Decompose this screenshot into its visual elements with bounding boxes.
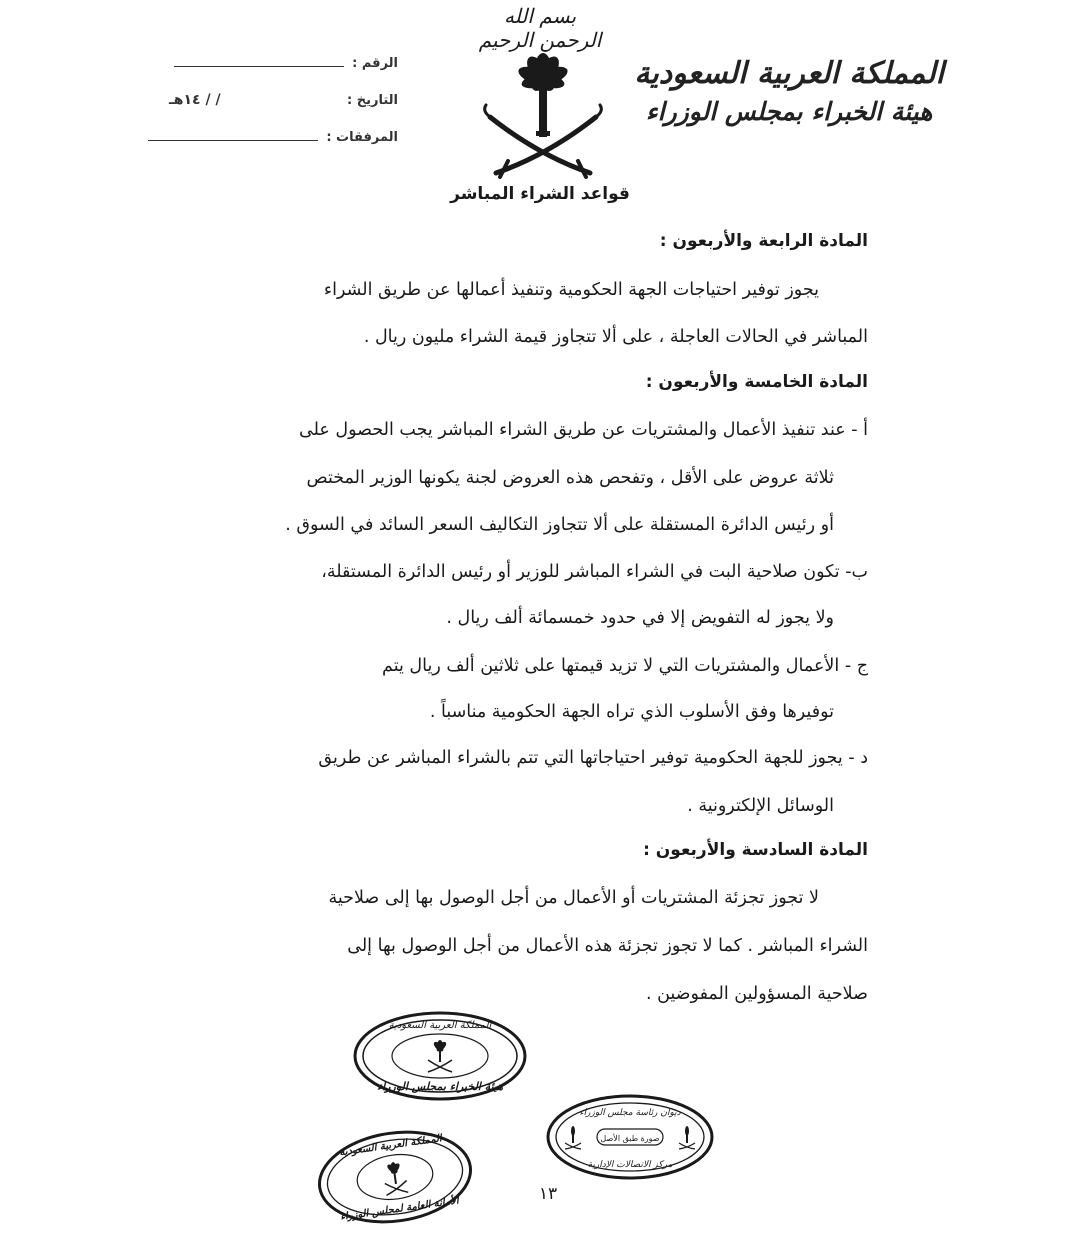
page-number: ١٣ [538,1184,558,1204]
seal-2-bottom-text: مركز الاتصالات الإدارية [587,1160,673,1170]
document-title: قواعد الشراء المباشر [450,184,630,204]
article-44-heading: المادة الرابعة والأربعون : [659,231,868,251]
article-44-line-2: المباشر في الحالات العاجلة ، على ألا تتجاوز قيمة الشراء مليون ريال . [363,327,868,347]
date-label: التاريخ : [347,93,398,108]
seal-3-top-text: المملكة العربية السعودية [338,1133,443,1159]
article-46-line-2: الشراء المباشر . كما لا تجوز تجزئة هذه الأعمال من أجل الوصول بها إلى [347,936,868,956]
date-template: / / ١٤هـ [169,92,221,108]
date-field [169,92,398,108]
article-45-item-a-line-2: ثلاثة عروض على الأقل ، وتفحص هذه العروض لجنة يكونها الوزير المختص [306,468,834,488]
attachments-line [148,139,318,141]
reference-line [174,65,344,67]
reference-field [174,56,398,71]
article-45-item-d-line-2: الوسائل الإلكترونية . [687,796,834,816]
letter-meta [148,52,398,152]
article-44-line-1: يجوز توفير احتياجات الجهة الحكومية وتنفيذ أعمالها عن طريق الشراء [323,280,819,300]
seal-3-bottom-text: الأمانة العامة لمجلس الوزراء [339,1195,460,1223]
attachments-label: المرفقات : [326,130,398,145]
reference-label: الرقم : [352,56,398,71]
article-45-item-b-line-2: ولا يجوز له التفويض إلا في حدود خمسمائة ألف ريال . [446,608,834,628]
article-45-item-c-line-2: توفيرها وفق الأسلوب الذي تراه الجهة الحكومية مناسباً . [429,702,834,722]
article-46-line-1: لا تجوز تجزئة المشتريات أو الأعمال من أجل الوصول بها إلى صلاحية [328,888,819,908]
article-46-line-3: صلاحية المسؤولين المفوضين . [645,984,868,1004]
authentication-seal-icon [545,1093,715,1181]
seal-1-top-text: المملكة العربية السعودية [388,1020,492,1031]
seal-2-middle-text: صورة طبق الأصل [600,1134,660,1143]
article-45-item-b-line-1: ب- تكون صلاحية البت في الشراء المباشر للوزير أو رئيس الدائرة المستقلة، [321,562,868,582]
org-line-2: هيئة الخبراء بمجلس الوزراء [645,97,933,126]
article-45-heading: المادة الخامسة والأربعون : [645,372,868,392]
attachments-field [148,130,398,145]
article-45-item-c-line-1: ج - الأعمال والمشتريات التي لا تزيد قيمتها على ثلاثين ألف ريال يتم [382,656,868,676]
article-45-item-a-line-1: أ - عند تنفيذ الأعمال والمشتريات عن طريق الشراء المباشر يجب الحصول على [299,420,868,440]
article-45-item-a-line-3: أو رئيس الدائرة المستقلة على ألا تتجاوز التكاليف السعر السائد في السوق . [285,515,834,535]
palm-swords-emblem-icon [478,45,608,185]
organization-name [634,54,944,130]
official-seal-icon [352,1010,528,1102]
article-45-item-d-line-1: د - يجوز للجهة الحكومية توفير احتياجاتها التي تتم بالشراء المباشر عن طريق [318,748,868,768]
article-46-heading: المادة السادسة والأربعون : [643,840,868,860]
seal-2-top-text: ديوان رئاسة مجلس الوزراء [579,1108,681,1118]
org-line-1: المملكة العربية السعودية [634,56,944,91]
general-secretariat-seal-icon [316,1128,474,1226]
seal-1-bottom-text: هيئة الخبراء بمجلس الوزراء [376,1080,504,1093]
basmala: بسم الله الرحمن الرحيم [478,4,602,52]
